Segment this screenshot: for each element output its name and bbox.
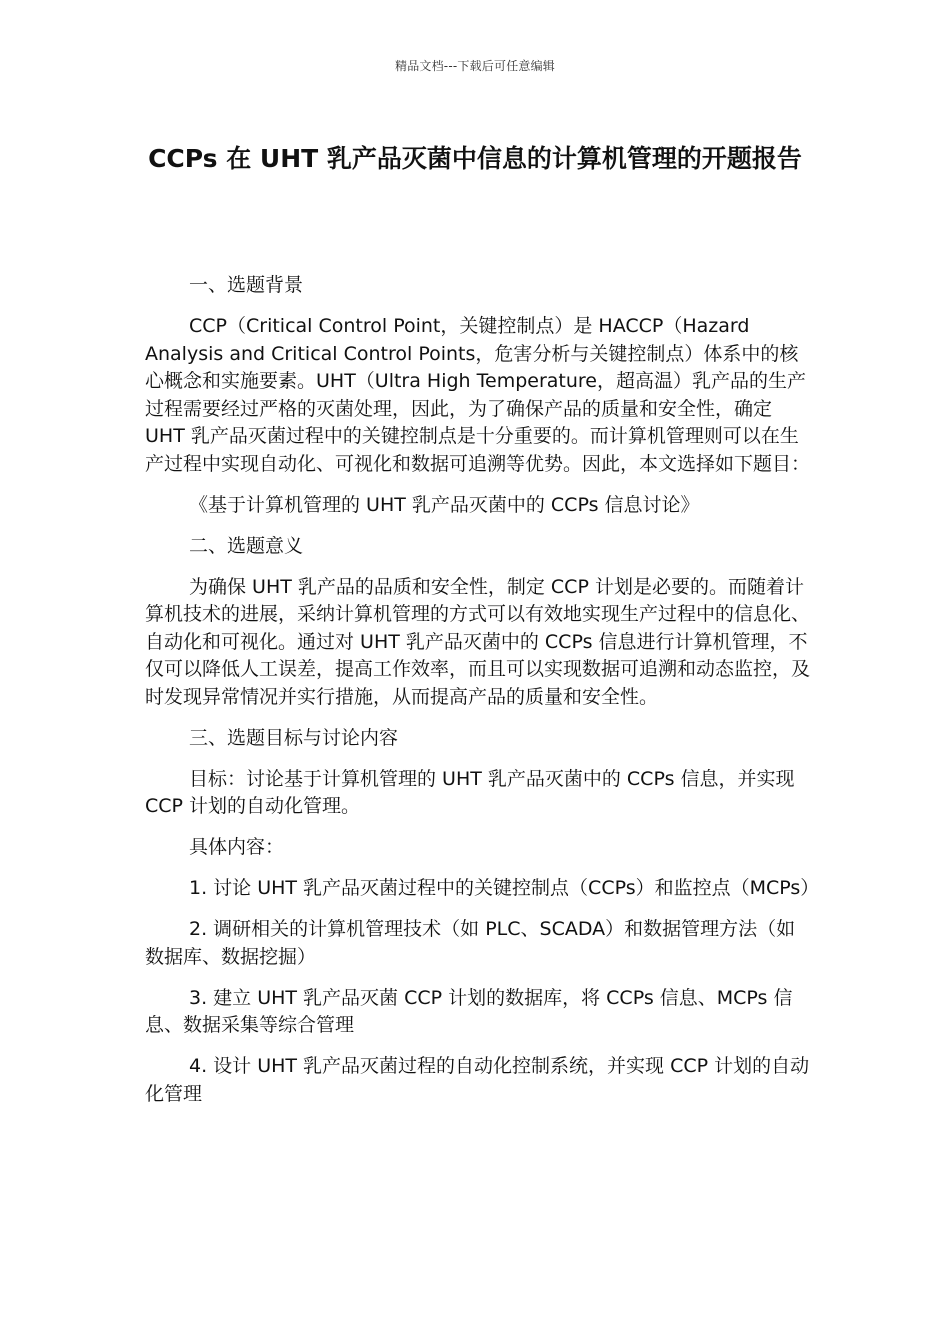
list-item: 4. 设计 UHT 乳产品灭菌过程的自动化控制系统，并实现 CCP 计划的自动化管理 [145, 1055, 810, 1105]
section-3-goal: 目标：讨论基于计算机管理的 UHT 乳产品灭菌中的 CCPs 信息，并实现 CCP 计划的自动化管理。 [145, 767, 795, 817]
list-item: 1. 讨论 UHT 乳产品灭菌过程中的关键控制点（CCPs）和监控点（MCPs） [189, 877, 820, 899]
section-3-heading: 三、选题目标与讨论内容 [189, 726, 399, 749]
section-3-content-label: 具体内容： [189, 836, 285, 858]
section-1-topic: 《基于计算机管理的 UHT 乳产品灭菌中的 CCPs 信息讨论》 [189, 493, 700, 516]
header-note: 精品文档---下载后可任意编辑 [395, 59, 555, 73]
section-1-heading: 一、选题背景 [189, 274, 304, 296]
list-item: 2. 调研相关的计算机管理技术（如 PLC、SCADA）和数据管理方法（如数据库、数据挖掘） [145, 918, 796, 968]
section-1-paragraph: CCP（Critical Control Point，关键控制点）是 HACCP（Hazard Analysis and Critical Control Points，危害分析与关键控制点）体系中的核心概念和实施要素。UHT（Ultra High Temperature，超高温）乳产品的生产过程需要经过严格的灭菌处理，因此，为了确保产品的质量和安全性，确定 UHT 乳产品灭菌过程中的关键控制点是十分重要的。而计算机管理则可以在生产过程中实现自动化、可视化和数据可追溯等优势。因此，本文选择如下题目： [145, 315, 811, 475]
list-item: 3. 建立 UHT 乳产品灭菌 CCP 计划的数据库，将 CCPs 信息、MCPs 信息、数据采集等综合管理 [145, 986, 793, 1036]
section-2-heading: 二、选题意义 [189, 534, 304, 557]
document-body [145, 272, 820, 1122]
section-2-paragraph: 为确保 UHT 乳产品的品质和安全性，制定 CCP 计划是必要的。而随着计算机技术的进展，采纳计算机管理的方式可以有效地实现生产过程中的信息化、自动化和可视化。通过对 UHT 乳产品灭菌中的 CCPs 信息进行计算机管理，不仅可以降低人工误差，提高工作效率，而且可以实现数据可追溯和动态监控，及时发现异常情况并实行措施，从而提高产品的质量和安全性。 [145, 575, 811, 708]
document-title: CCPs 在 UHT 乳产品灭菌中信息的计算机管理的开题报告 [148, 144, 802, 173]
